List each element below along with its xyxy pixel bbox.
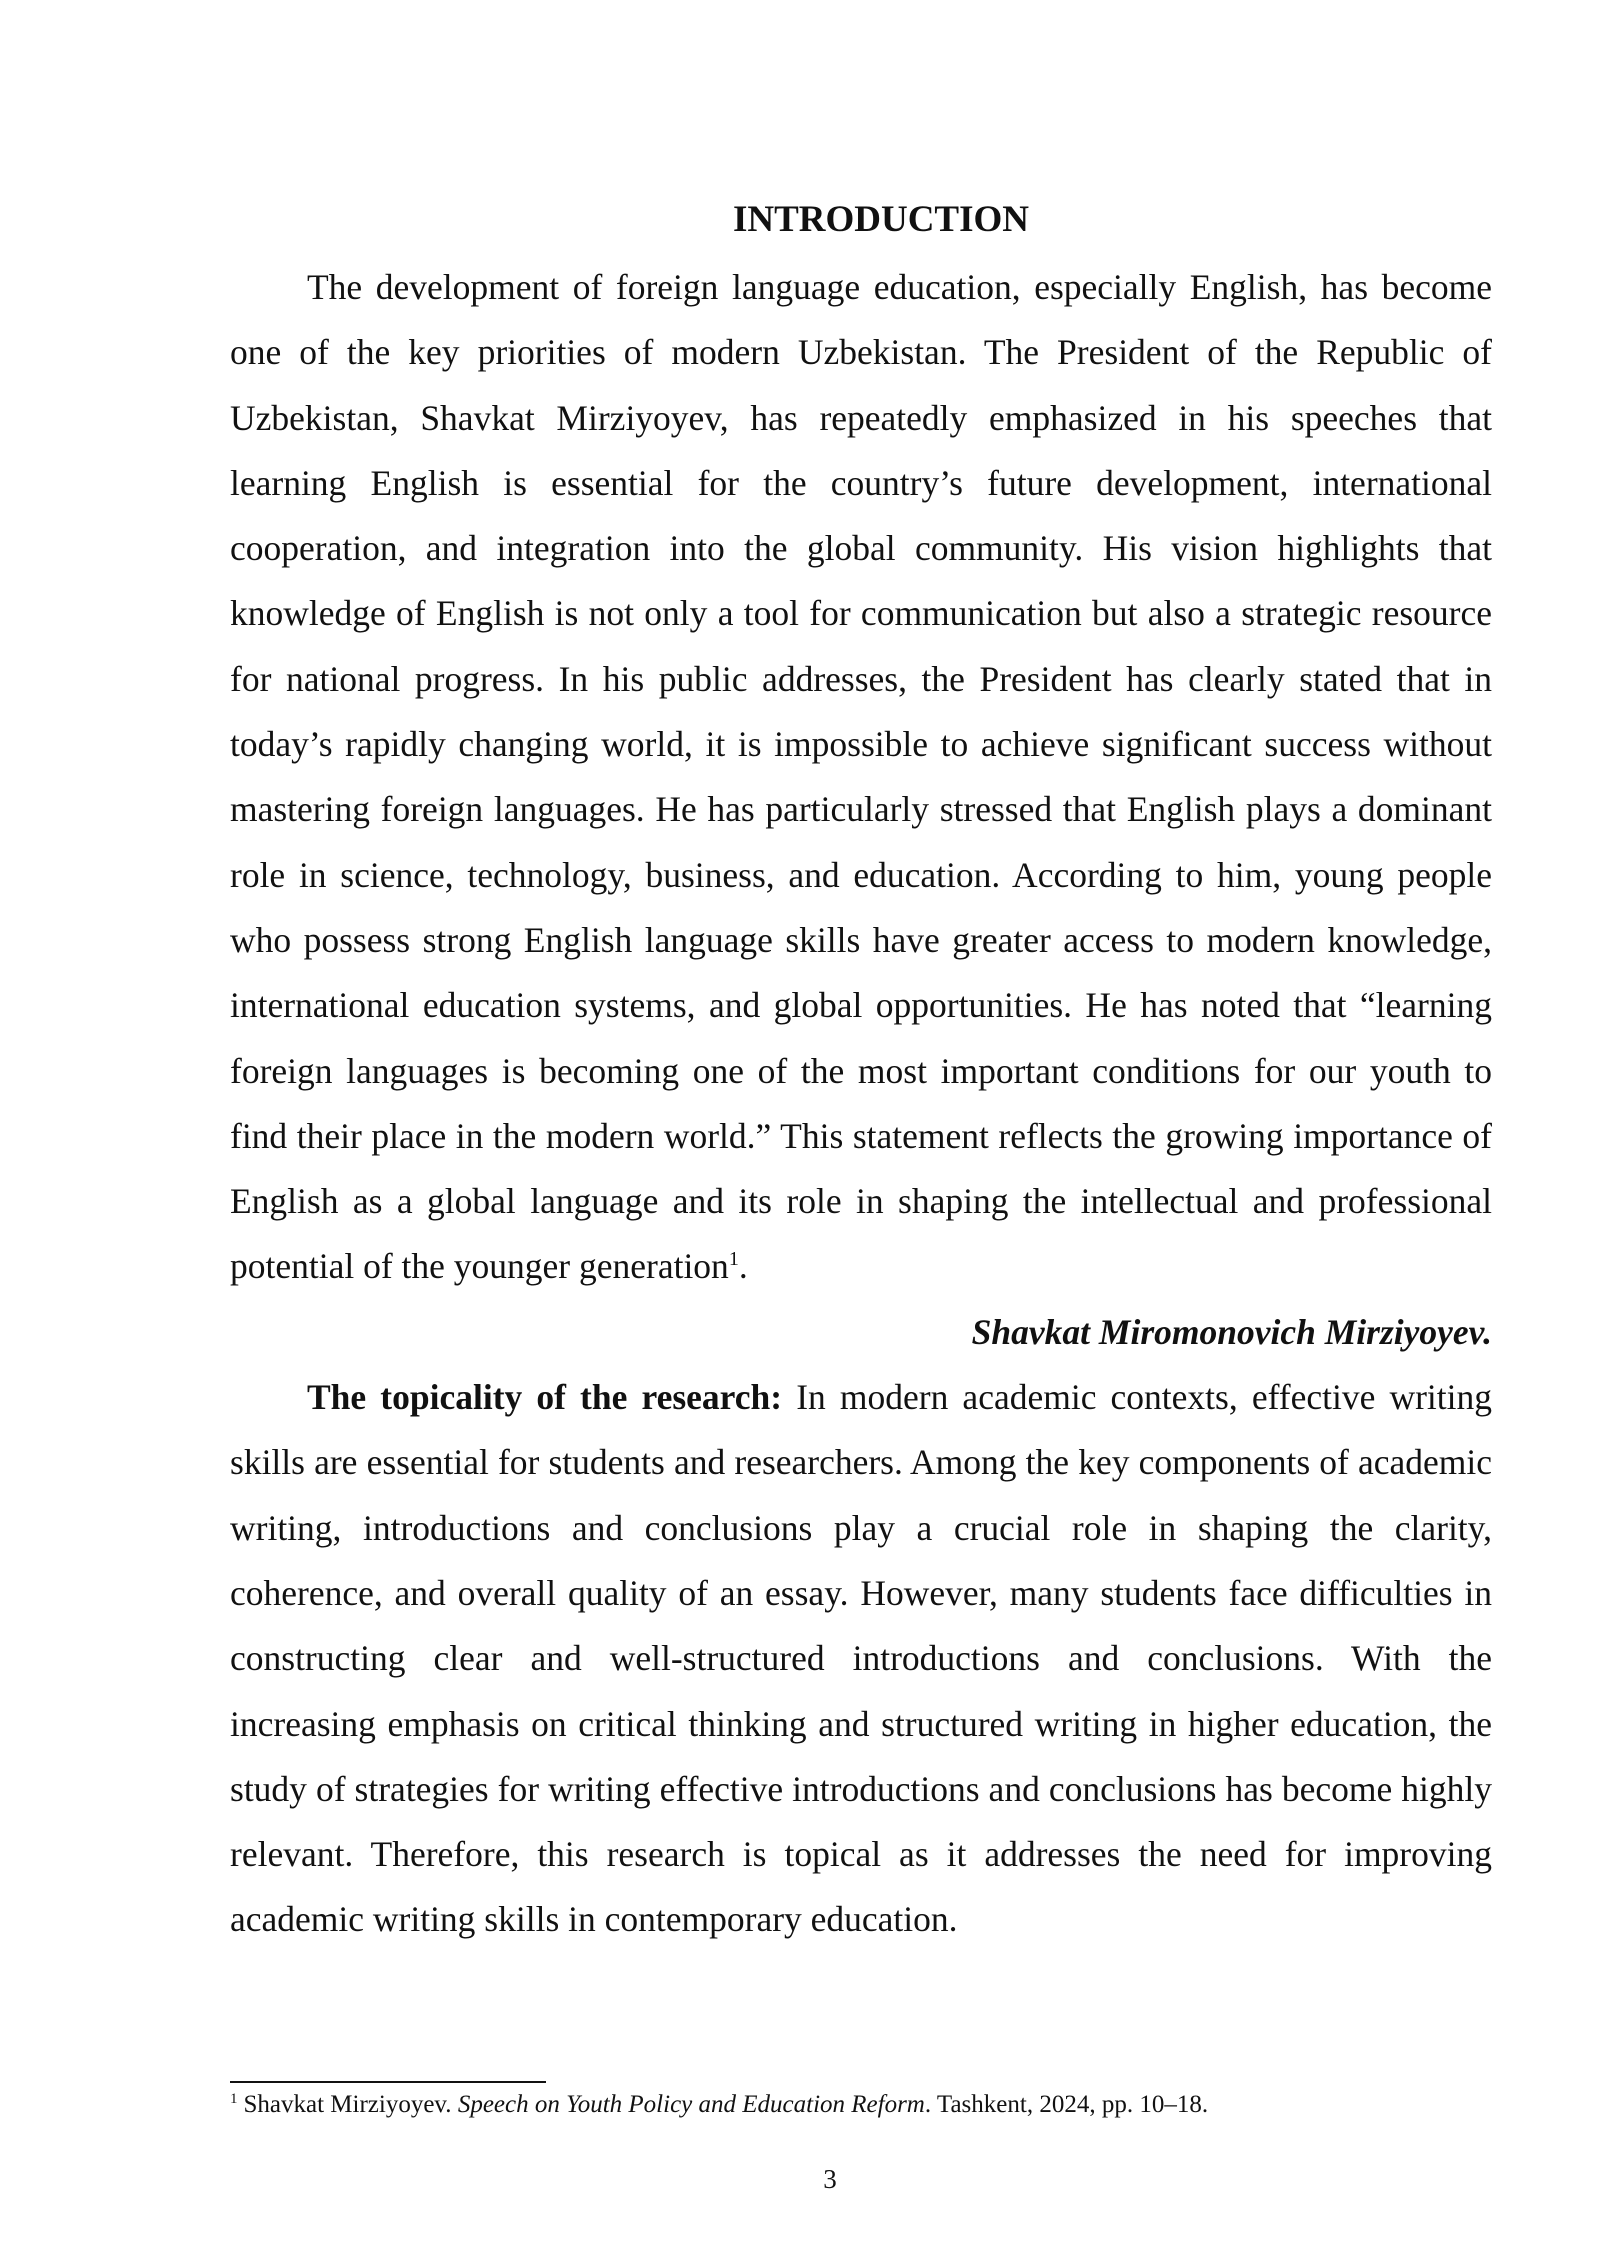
topicality-lead: The topicality of the research:	[307, 1377, 783, 1418]
intro-paragraph-text: The development of foreign language education, especially English, has become one of the key priorities of modern Uzbekistan. The President of the Republic of Uzbekistan, Shavkat Mirziyoyev, has repeatedly emphasized in his speeches that learning English is essential for the country’s future development, international cooperation, and integration into the global community. His vision highlights that knowledge of English is not only a tool for communication but also a strategic resource for national progress. In his public addresses, the President has clearly stated that in today’s rapidly changing world, it is impossible to achieve significant success without mastering foreign languages. He has particularly stressed that English plays a dominant role in science, technology, business, and education. According to him, young people who possess strong English language skills have greater access to modern knowledge, international education systems, and global opportunities. He has noted that “learning foreign languages is becoming one of the most important conditions for our youth to find their place in the modern world.” This statement reflects the growing importance of English as a global language and its role in shaping the intellectual and professional potential of the younger generation	[230, 267, 1492, 1287]
footnote-title: Speech on Youth Policy and Education Reform	[457, 2091, 925, 2118]
intro-paragraph-end: .	[738, 1246, 748, 1287]
footnote-details: . Tashkent, 2024, pp. 10–18.	[924, 2091, 1209, 2118]
footnote-author: Shavkat Mirziyoyev.	[243, 2091, 452, 2118]
topicality-text: In modern academic contexts, effective writing skills are essential for students and researchers. Among the key components of academic writing, introductions and conclusions play a crucial role in shaping the clarity, coherence, and overall quality of an essay. However, many students face difficulties in constructing clear and well-structured introductions and conclusions. With the increasing emphasis on critical thinking and structured writing in higher education, the study of strategies for writing effective introductions and conclusions has become highly relevant. Therefore, this research is topical as it addresses the need for improving academic writing skills in contemporary education.	[230, 1377, 1492, 1940]
footnote	[230, 2087, 1492, 2123]
main-content	[230, 190, 1492, 1953]
intro-paragraph	[230, 255, 1492, 1300]
section-heading: INTRODUCTION	[732, 199, 1030, 240]
page-number: 3	[823, 2164, 837, 2194]
signature: Shavkat Miromonovich Mirziyoyev.	[971, 1311, 1492, 1352]
footnote-divider	[230, 2081, 546, 2083]
footnote-reference[interactable]: 1	[728, 1248, 739, 1271]
footnote-marker: 1	[230, 2090, 238, 2107]
topicality-paragraph	[230, 1365, 1492, 1953]
